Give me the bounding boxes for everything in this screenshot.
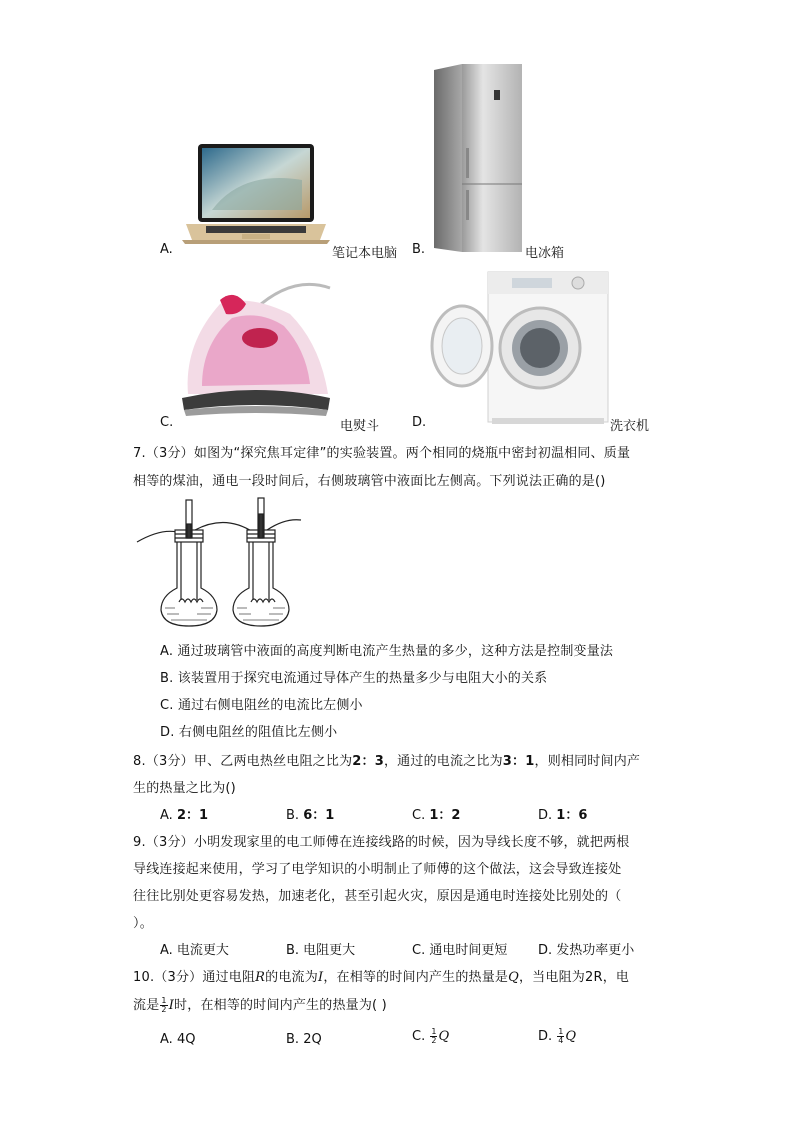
q7-option-d: D. 右侧电阻丝的阻值比左侧小: [160, 725, 338, 740]
q6-option-c-label: 电熨斗: [340, 419, 380, 434]
q6-option-b-letter: B.: [412, 242, 426, 257]
q6-option-c-letter: C.: [160, 415, 174, 430]
q10-stem-line1: 10.（3分）通过电阻R的电流为I，在相等的时间内产生的热量是Q，当电阻为2R，电: [133, 970, 630, 985]
q7-stem-line1: 7.（3分）如图为“探究焦耳定律”的实验装置。两个相同的烧瓶中密封初温相同、质量: [133, 446, 631, 461]
q9-stem-line3: 往往比别处更容易发热，加速老化，甚至引起火灾，原因是通电时连接处比别处的（: [133, 889, 622, 904]
q9-stem-line1: 9.（3分）小明发现家里的电工师傅在连接线路的时候，因为导线长度不够，就把两根: [133, 835, 630, 850]
q9-stem-line4: ）。: [133, 916, 153, 931]
q9-option-b: B. 电阻更大: [286, 943, 356, 958]
q10-option-a: A. 4Q: [160, 1032, 196, 1047]
q10-option-c: C. $\frac{1}{2}$ Q: [412, 1027, 450, 1045]
washing-machine-illustration: [428, 270, 610, 426]
q7-option-b: B. 该装置用于探究电流通过导体产生的热量多少与电阻大小的关系: [160, 671, 548, 686]
q6-option-b-label: 电冰箱: [525, 246, 565, 261]
q10-stem-line2: 流是 $\frac{1}{2}$ I时，在相等的时间内产生的热量为( ): [133, 996, 387, 1014]
q10-half-fraction: $\frac{1}{2}$: [161, 996, 167, 1014]
joule-law-apparatus-illustration: [135, 496, 303, 630]
q8-stem-line2: 生的热量之比为(): [133, 781, 236, 796]
q8-current-ratio: 3：1: [502, 754, 535, 769]
q7-option-c: C. 通过右侧电阻丝的电流比左侧小: [160, 698, 363, 713]
q10-option-d: D. $\frac{1}{4}$ Q: [538, 1027, 577, 1045]
q9-stem-line2: 导线连接起来使用，学习了电学知识的小明制止了师傅的这个做法，这会导致连接处: [133, 862, 622, 877]
q8-stem-line1: 8.（3分）甲、乙两电热丝电阻之比为2：3，通过的电流之比为3：1，则相同时间内产: [133, 754, 641, 769]
q10-option-b: B. 2Q: [286, 1032, 322, 1047]
q8-option-b: B. 6：1: [286, 808, 335, 823]
q8-option-d: D. 1：6: [538, 808, 588, 823]
q8-resistance-ratio: 2：3: [352, 754, 384, 769]
q9-option-d: D. 发热功率更小: [538, 943, 635, 958]
q8-option-c: C. 1：2: [412, 808, 461, 823]
q9-option-c: C. 通电时间更短: [412, 943, 508, 958]
q8-option-a: A. 2：1: [160, 808, 209, 823]
q10-var-q: Q: [508, 970, 519, 985]
q6-option-a-label: 笔记本电脑: [332, 246, 398, 261]
q9-option-a: A. 电流更大: [160, 943, 229, 958]
refrigerator-illustration: [432, 64, 524, 254]
q6-option-d-label: 洗衣机: [610, 419, 650, 434]
q7-stem-line2: 相等的煤油，通电一段时间后，右侧玻璃管中液面比左侧高。下列说法正确的是(): [133, 474, 606, 489]
q6-option-a-letter: A.: [160, 242, 173, 257]
q6-option-d-letter: D.: [412, 415, 427, 430]
laptop-illustration: [182, 140, 330, 248]
q7-option-a: A. 通过玻璃管中液面的高度判断电流产生热量的多少，这种方法是控制变量法: [160, 644, 614, 659]
q10-var-r: R: [255, 970, 266, 985]
q10-var-i: I: [317, 970, 324, 985]
iron-illustration: [180, 274, 332, 424]
